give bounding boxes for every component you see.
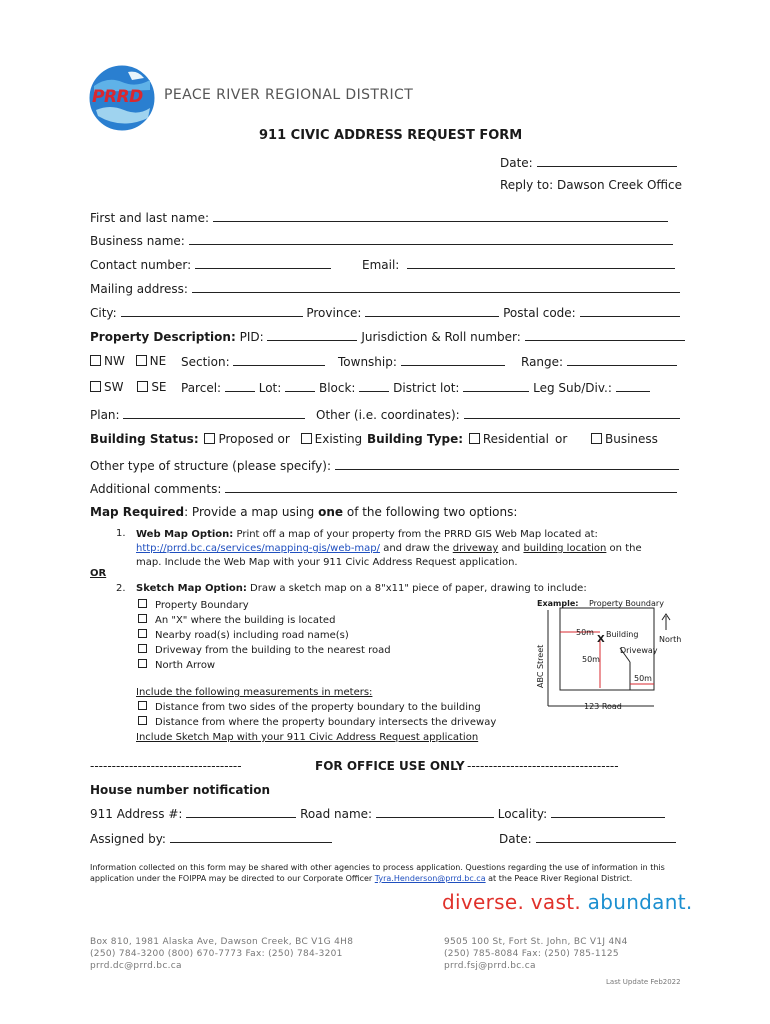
plan-row <box>90 407 305 422</box>
footer-right-email: prrd.fsj@prrd.bc.ca <box>444 961 536 971</box>
se-checkbox[interactable] <box>137 381 148 392</box>
road-label: Road name: <box>300 807 373 821</box>
assigned-field[interactable] <box>170 831 332 843</box>
other-structure-label: Other type of structure (please specify): <box>90 459 332 473</box>
first-last-field[interactable] <box>213 210 668 222</box>
office-dashes-right: ----------------------------------- <box>467 759 619 773</box>
ne-checkbox[interactable] <box>136 355 147 366</box>
logo-text: PRRD <box>92 87 143 107</box>
measure-item <box>136 715 496 730</box>
township-row <box>338 354 505 369</box>
example-label: Example: <box>537 599 579 608</box>
plan-label: Plan: <box>90 408 120 422</box>
sw-checkbox[interactable] <box>90 381 101 392</box>
parcel-label: Parcel: <box>181 381 222 395</box>
other-structure-field[interactable] <box>335 458 679 470</box>
business-name-field[interactable] <box>189 233 673 245</box>
measure-item <box>136 700 496 715</box>
additional-row <box>90 481 677 496</box>
map-required-text-2: of the following two options: <box>343 505 518 519</box>
reply-to: Reply to: Dawson Creek Office <box>500 178 682 192</box>
building-status-row <box>90 432 362 446</box>
office-date-row <box>499 831 676 846</box>
checklist-label: Nearby road(s) including road name(s) <box>155 630 349 641</box>
office-dashes-left: ----------------------------------- <box>90 759 242 773</box>
building-location-underline: building location <box>523 543 607 554</box>
contact-label: Contact number: <box>90 258 192 272</box>
sketch-map-text: Draw a sketch map on a 8"x11" piece of paper, drawing to include: <box>246 583 587 594</box>
other-label: Other (i.e. coordinates): <box>316 408 460 422</box>
officer-email-link[interactable]: Tyra.Henderson@prrd.bc.ca <box>374 874 486 883</box>
range-label: Range: <box>521 355 564 369</box>
example-building: Building <box>606 630 639 639</box>
or-text: or <box>555 432 568 446</box>
on-the-text: on the <box>606 543 642 554</box>
se-label: SE <box>151 380 167 394</box>
form-title: 911 CIVIC ADDRESS REQUEST FORM <box>259 128 523 143</box>
slogan-diverse: diverse. <box>442 890 525 914</box>
range-row <box>521 354 677 369</box>
map-required-text: : Provide a map using <box>184 505 319 519</box>
example-boundary: Property Boundary <box>589 599 664 608</box>
checklist-item <box>138 628 391 643</box>
jurisdiction-field[interactable] <box>525 329 685 341</box>
existing-checkbox[interactable] <box>301 433 312 444</box>
web-map-text: Print off a map of your property from the PRRD GIS Web Map located at: <box>233 529 598 540</box>
business-name-row <box>90 233 673 248</box>
parcel-row <box>181 380 650 395</box>
block-field[interactable] <box>359 380 389 392</box>
section-label: Section: <box>181 355 230 369</box>
leg-sub-field[interactable] <box>616 380 650 392</box>
date-label: Date: <box>500 156 533 170</box>
option-2-number: 2. <box>116 583 126 594</box>
checklist-item <box>138 598 391 613</box>
checklist-label: Property Boundary <box>155 600 249 611</box>
property-desc-label: Property Description: <box>90 330 236 344</box>
range-field[interactable] <box>567 354 677 366</box>
assigned-row <box>90 831 332 846</box>
additional-label: Additional comments: <box>90 482 222 496</box>
map-required <box>90 505 517 519</box>
org-name: PEACE RIVER REGIONAL DISTRICT <box>164 87 414 103</box>
business-label: Business <box>605 432 658 446</box>
checklist-label: An "X" where the building is located <box>155 615 336 626</box>
lot-field[interactable] <box>285 380 315 392</box>
quarter-row-1 <box>90 354 166 368</box>
sketch-checklist <box>138 598 391 673</box>
residential-label: Residential <box>482 432 549 446</box>
first-last-row <box>90 210 668 225</box>
example-sketch <box>530 596 690 716</box>
parcel-field[interactable] <box>225 380 255 392</box>
footer-left-phone: (250) 784-3200 (800) 670-7773 Fax: (250) 784-3201 <box>90 949 343 959</box>
pid-label: PID: <box>239 330 264 344</box>
checklist-label: North Arrow <box>155 660 216 671</box>
privacy-notice <box>90 862 665 884</box>
house-heading: House number notification <box>90 783 271 797</box>
map-required-label: Map Required <box>90 505 185 519</box>
checkbox-icon[interactable] <box>138 644 147 653</box>
mailing-row <box>90 281 680 296</box>
block-label: Block: <box>318 381 356 395</box>
lot-label: Lot: <box>258 381 282 395</box>
city-label: City: <box>90 306 117 320</box>
other-structure-row <box>90 458 679 473</box>
slogan <box>442 890 693 914</box>
slogan-abundant: abundant. <box>587 890 693 914</box>
checkbox-icon[interactable] <box>138 614 147 623</box>
property-desc-row <box>90 329 685 344</box>
footer-right-phone: (250) 785-8084 Fax: (250) 785-1125 <box>444 949 619 959</box>
and-text: and <box>498 543 524 554</box>
footer-fort-st-john <box>444 936 628 972</box>
plan-field[interactable] <box>123 407 305 419</box>
city-row <box>90 305 680 320</box>
checklist-label: Driveway from the building to the nearest road <box>155 645 391 656</box>
address-label: 911 Address #: <box>90 807 183 821</box>
business-row <box>591 432 658 446</box>
web-map-text-2: and draw the <box>380 543 453 554</box>
driveway-underline: driveway <box>452 543 499 554</box>
include-sketch-note: Include Sketch Map with your 911 Civic Address Request application <box>136 732 479 743</box>
township-label: Township: <box>338 355 397 369</box>
example-50m-side: 50m <box>582 655 600 664</box>
example-50m-drive: 50m <box>634 674 652 683</box>
checklist-item <box>138 613 391 628</box>
footer-right-address: 9505 100 St, Fort St. John, BC V1J 4N4 <box>444 937 628 947</box>
nw-checkbox[interactable] <box>90 355 101 366</box>
measure-label: Distance from two sides of the property boundary to the building <box>155 702 481 713</box>
mailing-label: Mailing address: <box>90 282 188 296</box>
notice-text: application under the FOIPPA may be directed to our Corporate Officer <box>90 874 375 883</box>
checkbox-icon[interactable] <box>138 716 147 725</box>
proposed-checkbox[interactable] <box>204 433 215 444</box>
example-x-mark: X <box>597 634 605 645</box>
province-field[interactable] <box>365 305 499 317</box>
example-street: ABC Street <box>536 644 545 688</box>
sketch-map-title: Sketch Map Option: <box>136 583 247 594</box>
postal-field[interactable] <box>580 305 680 317</box>
checkbox-icon[interactable] <box>138 659 147 668</box>
province-label: Province: <box>306 306 362 320</box>
business-checkbox[interactable] <box>591 433 602 444</box>
leg-sub-label: Leg Sub/Div.: <box>533 381 612 395</box>
office-date-field[interactable] <box>536 831 676 843</box>
building-type-row <box>367 432 549 446</box>
footer-left-address: Box 810, 1981 Alaska Ave, Dawson Creek, BC V1G 4H8 <box>90 937 354 947</box>
building-status-label: Building Status: <box>90 432 199 446</box>
footer-left-email: prrd.dc@prrd.bc.ca <box>90 961 182 971</box>
checkbox-icon[interactable] <box>138 599 147 608</box>
notice-line-2 <box>90 873 665 884</box>
email-label: Email: <box>362 258 400 272</box>
web-map-text-3: map. Include the Web Map with your 911 Civic Address Request application. <box>136 557 518 568</box>
example-road: 123 Road <box>584 702 622 711</box>
example-north: North <box>659 635 682 644</box>
ne-label: NE <box>149 354 167 368</box>
email-field[interactable] <box>407 257 675 269</box>
residential-checkbox[interactable] <box>469 433 480 444</box>
address-field[interactable] <box>186 806 296 818</box>
sw-label: SW <box>104 380 124 394</box>
section-field[interactable] <box>233 354 325 366</box>
section-row <box>181 354 325 369</box>
proposed-label: Proposed or <box>218 432 290 446</box>
pid-field[interactable] <box>267 329 357 341</box>
example-driveway: Driveway <box>620 646 658 655</box>
jurisdiction-label: Jurisdiction & Roll number: <box>361 330 521 344</box>
postal-label: Postal code: <box>503 306 576 320</box>
first-last-label: First and last name: <box>90 211 209 225</box>
city-field[interactable] <box>121 305 303 317</box>
web-map-option <box>136 528 656 570</box>
quarter-row-2 <box>90 380 167 394</box>
building-type-label: Building Type: <box>367 432 464 446</box>
existing-label: Existing <box>314 432 363 446</box>
web-map-link[interactable]: http://prrd.bc.ca/services/mapping-gis/web-map/ <box>136 543 381 554</box>
date-row <box>500 155 677 170</box>
contact-row <box>90 257 331 272</box>
other-field[interactable] <box>464 407 680 419</box>
contact-field[interactable] <box>195 257 331 269</box>
checklist-item <box>138 658 391 673</box>
checkbox-icon[interactable] <box>138 629 147 638</box>
assigned-label: Assigned by: <box>90 832 166 846</box>
nw-label: NW <box>104 354 125 368</box>
district-lot-field[interactable] <box>463 380 529 392</box>
sketch-map-option <box>136 583 587 594</box>
address-row <box>90 806 665 821</box>
email-row <box>362 257 675 272</box>
district-lot-label: District lot: <box>393 381 460 395</box>
mailing-field[interactable] <box>192 281 680 293</box>
web-map-title: Web Map Option: <box>136 529 234 540</box>
locality-label: Locality: <box>497 807 548 821</box>
checklist-item <box>138 643 391 658</box>
checkbox-icon[interactable] <box>138 701 147 710</box>
office-title: FOR OFFICE USE ONLY <box>315 759 465 773</box>
footer-dawson-creek <box>90 936 353 972</box>
township-field[interactable] <box>401 354 505 366</box>
measurements <box>136 685 496 745</box>
notice-line-1: Information collected on this form may be shared with other agencies to process application. Questions regarding the use of information in this <box>90 863 665 872</box>
example-50m-top: 50m <box>576 628 594 637</box>
other-row <box>316 407 680 422</box>
measure-label: Distance from where the property boundary intersects the driveway <box>155 717 497 728</box>
date-field[interactable] <box>537 155 677 167</box>
business-name-label: Business name: <box>90 234 185 248</box>
slogan-vast: vast. <box>530 890 581 914</box>
notice-text-end: at the Peace River Regional District. <box>485 874 633 883</box>
measure-heading: Include the following measurements in meters: <box>136 687 373 698</box>
locality-field[interactable] <box>551 806 665 818</box>
or-separator: OR <box>90 568 107 579</box>
last-update: Last Update Feb2022 <box>606 978 681 986</box>
map-required-one: one <box>318 505 344 519</box>
additional-field[interactable] <box>225 481 677 493</box>
option-1-number: 1. <box>116 528 126 539</box>
office-date-label: Date: <box>499 832 532 846</box>
road-field[interactable] <box>376 806 494 818</box>
